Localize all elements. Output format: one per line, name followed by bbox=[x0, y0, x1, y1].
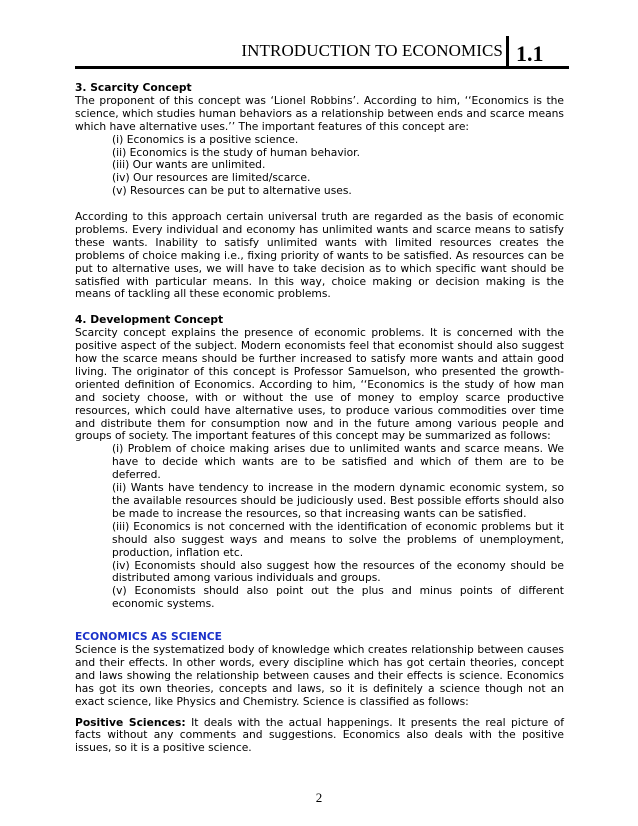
list-item: (ii) Economics is the study of human behavior. bbox=[112, 145, 360, 159]
page-header bbox=[75, 32, 569, 70]
science-paragraph: Science is the systematized body of knowledge which creates relationship between causes and their effects. In other words, every discipline which has got certain theories, concept and laws showing the relationship between causes and their effects is science. Economics has got its own theories, concepts and laws, so it is definitely a science though not an exact science, like Physics and Chemistry. Science is classified as follows: bbox=[75, 643, 564, 708]
list-item: (iv) Our resources are limited/scarce. bbox=[112, 171, 311, 185]
scarcity-intro: The proponent of this concept was ‘Lionel Robbins’. According to him, ‘‘Economics is the science, which studies human behaviors as a relationship between ends and scarce means which have alternative uses.’’ The important features of this concept are: bbox=[75, 93, 564, 133]
list-item: (iii) Economics is not concerned with the identification of economic problems but it should also suggest ways and means to solve the problems of unemployment, production, inflation etc. bbox=[112, 519, 564, 559]
positive-sciences-text: It deals with the actual happenings. It presents the real picture of facts without any comments and suggestions. Economics also deals with the positive issues, so it is a positive science. bbox=[75, 715, 564, 755]
page-number: 2 bbox=[315, 790, 323, 805]
header-divider bbox=[506, 36, 509, 69]
development-features-list bbox=[75, 443, 564, 611]
section-heading-development: 4. Development Concept bbox=[75, 313, 224, 327]
positive-sciences-term: Positive Sciences: bbox=[75, 715, 186, 729]
list-item: (ii) Wants have tendency to increase in the modern dynamic economic system, so the available resources should be judiciously used. Best possible efforts should also be made to increase the resources, so that increasing wants can be satisfied. bbox=[112, 481, 564, 520]
list-item: (v) Resources can be put to alternative uses. bbox=[112, 184, 352, 198]
development-paragraph: Scarcity concept explains the presence of economic problems. It is concerned with the positive aspect of the subject. Modern economists feel that economist should also suggest how the scarce means should be further increased to satisfy more wants and attain good living. The originator of this concept is Professor Samuelson, who presented the growth-oriented definition of Economics. According to him, ‘‘Economics is the study of how man and society choose, with or without the use of money to employ scarce productive resources, which could have alternative uses, to produce various commodities over time and distribute them for consumption now and in the future among various people and groups of society. The important features of this concept may be summarized as follows: bbox=[75, 326, 564, 443]
section-heading-scarcity: 3. Scarcity Concept bbox=[75, 81, 192, 94]
list-item: (i) Economics is a positive science. bbox=[112, 132, 299, 146]
section-heading-science: ECONOMICS AS SCIENCE bbox=[75, 630, 222, 644]
positive-sciences-paragraph bbox=[75, 717, 564, 756]
chapter-number: 1.1 bbox=[516, 41, 544, 66]
list-item: (iii) Our wants are unlimited. bbox=[112, 158, 266, 172]
list-item: (iv) Economists should also suggest how the resources of the economy should be distributed among various individuals and groups. bbox=[112, 558, 564, 585]
list-item: (v) Economists should also point out the plus and minus points of different economic systems. bbox=[112, 584, 564, 611]
list-item: (i) Problem of choice making arises due to unlimited wants and scarce means. We have to decide which wants are to be satisfied and which of them are to be deferred. bbox=[112, 442, 564, 482]
scarcity-paragraph: According to this approach certain universal truth are regarded as the basis of economic problems. Every individual and economy has unlimited wants and scarce means to satisfy these wants. Inability to satisfy unlimited wants with limited resources creates the problems of choice making i.e., fixing priority of wants to be satisfied. As resources can be put to alternative uses, we will have to take decision as to which specific want should be satisfied with particular means. In this way, choice making or decision making is the means of tackling all these economic problems. bbox=[75, 210, 564, 301]
scarcity-features-list bbox=[75, 134, 564, 199]
header-title: INTRODUCTION TO ECONOMICS bbox=[241, 41, 503, 60]
page-content bbox=[75, 82, 564, 755]
header-rule bbox=[75, 66, 569, 69]
